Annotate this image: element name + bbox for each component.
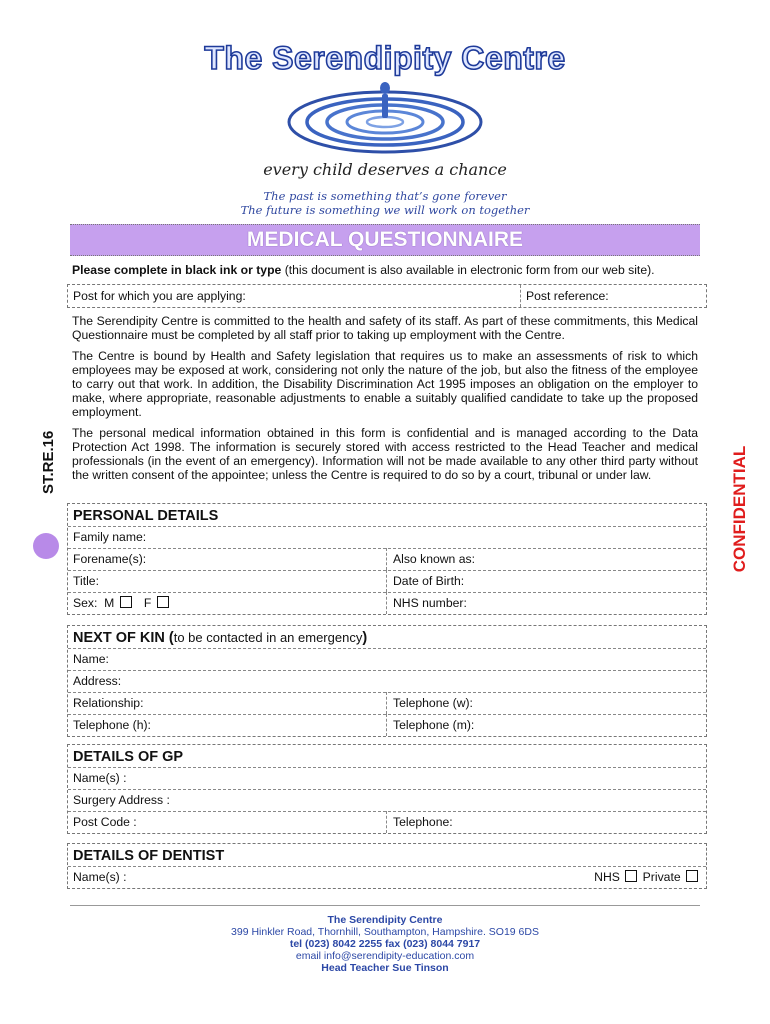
footer-head-teacher: Head Teacher Sue Tinson — [321, 962, 449, 974]
forenames-row — [68, 548, 706, 571]
kin-heading-note: to be contacted in an emergency — [173, 630, 363, 645]
gp-names-field[interactable]: Name(s) : — [73, 771, 127, 785]
instructions — [72, 263, 655, 277]
tagline: every child deserves a chance — [263, 160, 507, 179]
kin-address-row — [68, 670, 706, 693]
purple-dot — [33, 533, 59, 559]
section-heading-row — [68, 504, 706, 527]
female-label: F — [143, 596, 152, 610]
divider — [386, 570, 387, 592]
quote-line-2: The future is something we will work on together — [240, 203, 530, 217]
section-heading-row — [68, 844, 706, 867]
instructions-bold: Please complete in black ink or type — [72, 263, 282, 277]
section-heading-row — [68, 626, 706, 649]
page-title: MEDICAL QUESTIONNAIRE — [246, 228, 524, 251]
kin-phone-row — [68, 714, 706, 736]
footer-email[interactable]: email info@serendipity-education.com — [295, 950, 475, 962]
private-checkbox[interactable] — [686, 870, 698, 882]
confidential-label: CONFIDENTIAL — [730, 445, 749, 573]
section-heading: DETAILS OF GP — [73, 749, 184, 765]
nhs-number-field[interactable]: NHS number: — [393, 596, 467, 610]
sex-row — [68, 592, 706, 614]
post-reference-label[interactable]: Post reference: — [526, 289, 609, 303]
next-of-kin-section — [67, 625, 707, 737]
family-name-field[interactable]: Family name: — [73, 530, 147, 544]
gp-surgery-field[interactable]: Surgery Address : — [73, 793, 170, 807]
section-heading: NEXT OF KIN (to be contacted in an emergency) — [73, 630, 368, 646]
gp-section — [67, 744, 707, 834]
dentist-names-row — [68, 866, 706, 888]
sex-label: Sex: — [73, 596, 98, 610]
aka-field[interactable]: Also known as: — [393, 552, 475, 566]
dob-field[interactable]: Date of Birth: — [393, 574, 465, 588]
footer-name: The Serendipity Centre — [327, 914, 443, 926]
title-banner — [70, 224, 700, 256]
post-row — [68, 285, 706, 307]
male-checkbox[interactable] — [120, 596, 132, 608]
female-checkbox[interactable] — [157, 596, 169, 608]
footer-address: 399 Hinkler Road, Thornhill, Southampton, Hampshire. SO19 6DS — [231, 926, 539, 938]
intro-paragraph-2: The Centre is bound by Health and Safety legislation that requires us to make an assessments of risk to which employees may be exposed at work, considering not only the nature of the job, but also the fitness of the employee to carry out that work. In addition, the Disability Discrimination Act 1995 imposes an obligation on the employer to make, where appropriate, reasonable adjustments to enable a suitably qualified candidate to take up the proposed employment. — [72, 349, 698, 419]
gp-telephone-field[interactable]: Telephone: — [393, 815, 453, 829]
family-name-row — [68, 526, 706, 549]
divider — [520, 285, 521, 307]
gp-postcode-row — [68, 811, 706, 833]
male-label: M — [104, 596, 115, 610]
intro-paragraph-1: The Serendipity Centre is committed to the health and safety of its staff. As part of these commitments, this Medical Questionnaire must be completed by all staff prior to taking up employment with the Centre. — [72, 314, 698, 342]
personal-details-section — [67, 503, 707, 615]
kin-name-field[interactable]: Name: — [73, 652, 109, 666]
kin-heading: NEXT OF KIN — [73, 630, 165, 646]
section-heading: PERSONAL DETAILS — [73, 508, 219, 524]
title-field[interactable]: Title: — [73, 574, 99, 588]
ripple-logo-icon — [285, 80, 485, 158]
kin-address-field[interactable]: Address: — [73, 674, 122, 688]
nhs-checkbox[interactable] — [625, 870, 637, 882]
kin-relationship-row — [68, 692, 706, 715]
dentist-section — [67, 843, 707, 889]
document-code: ST.RE.16 — [40, 430, 57, 494]
kin-tel-w-field[interactable]: Telephone (w): — [393, 696, 473, 710]
org-logo-title: The Serendipity Centre — [204, 40, 566, 76]
kin-tel-m-field[interactable]: Telephone (m): — [393, 718, 475, 732]
kin-tel-h-field[interactable]: Telephone (h): — [73, 718, 151, 732]
divider — [386, 592, 387, 614]
gp-names-row — [68, 767, 706, 790]
dentist-names-field[interactable]: Name(s) : — [73, 870, 127, 884]
footer-divider — [70, 905, 700, 906]
forenames-field[interactable]: Forename(s): — [73, 552, 147, 566]
post-label[interactable]: Post for which you are applying: — [73, 289, 246, 303]
nhs-label: NHS — [594, 870, 620, 884]
section-heading-row — [68, 745, 706, 768]
post-box — [67, 284, 707, 308]
sex-group — [73, 596, 171, 610]
gp-surgery-row — [68, 789, 706, 812]
kin-relationship-field[interactable]: Relationship: — [73, 696, 144, 710]
instructions-rest: (this document is also available in electronic form from our web site). — [281, 263, 655, 277]
divider — [386, 548, 387, 570]
private-label: Private — [642, 870, 681, 884]
quote-line-1: The past is something that’s gone forever — [263, 189, 507, 203]
divider — [386, 714, 387, 736]
kin-name-row — [68, 648, 706, 671]
section-heading: DETAILS OF DENTIST — [73, 848, 225, 864]
footer-phones: tel (023) 8042 2255 fax (023) 8044 7917 — [289, 938, 481, 950]
title-row — [68, 570, 706, 593]
dentist-type-group — [594, 870, 700, 884]
intro-paragraph-3: The personal medical information obtained in this form is confidential and is managed according to the Data Protection Act 1998. The information is securely stored with access restricted to the Head Teacher and medical professionals (in the event of an emergency). Information will not be made available to any other third party without the written consent of the appointee; unless the Centre is required to do so by a court, tribunal or under law. — [72, 426, 698, 482]
divider — [386, 811, 387, 833]
gp-postcode-field[interactable]: Post Code : — [73, 815, 137, 829]
divider — [386, 692, 387, 714]
